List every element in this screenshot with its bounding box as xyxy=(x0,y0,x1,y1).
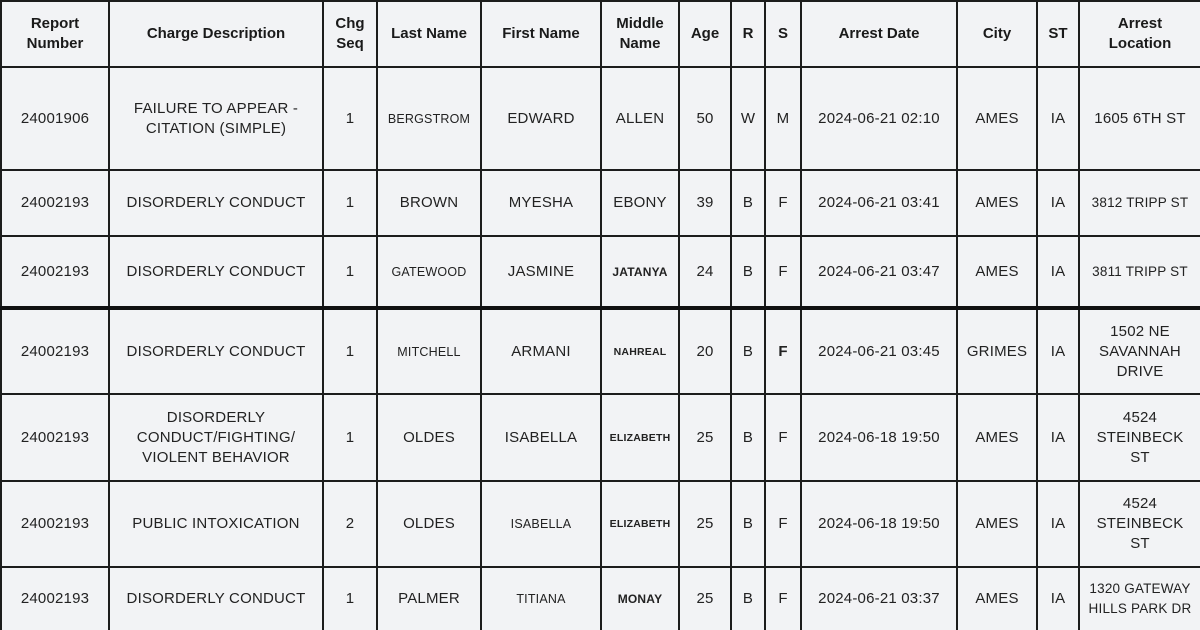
cell-report-number: 24001906 xyxy=(1,67,109,170)
cell-race: B xyxy=(731,236,765,308)
cell-arrest-location: 4524 STEINBECK ST xyxy=(1079,394,1200,481)
cell-middle-name: ALLEN xyxy=(601,67,679,170)
cell-race: B xyxy=(731,308,765,394)
cell-sex: F xyxy=(765,481,801,567)
cell-city: AMES xyxy=(957,67,1037,170)
table-row xyxy=(1,567,1200,630)
header-sex: S xyxy=(765,1,801,67)
cell-sex: F xyxy=(765,170,801,236)
cell-chg-seq: 1 xyxy=(323,170,377,236)
cell-arrest-date: 2024-06-21 02:10 xyxy=(801,67,957,170)
cell-age: 20 xyxy=(679,308,731,394)
cell-age: 24 xyxy=(679,236,731,308)
cell-sex: F xyxy=(765,236,801,308)
cell-sex: F xyxy=(765,308,801,394)
cell-race: B xyxy=(731,394,765,481)
cell-charge-description: DISORDERLY CONDUCT xyxy=(109,308,323,394)
table-row xyxy=(1,170,1200,236)
header-state: ST xyxy=(1037,1,1079,67)
cell-middle-name: EBONY xyxy=(601,170,679,236)
cell-race: B xyxy=(731,481,765,567)
cell-last-name: BERGSTROM xyxy=(377,67,481,170)
cell-sex: M xyxy=(765,67,801,170)
table-row xyxy=(1,236,1200,308)
cell-arrest-date: 2024-06-18 19:50 xyxy=(801,394,957,481)
cell-arrest-location: 1320 GATEWAY HILLS PARK DR xyxy=(1079,567,1200,630)
cell-state: IA xyxy=(1037,481,1079,567)
cell-chg-seq: 1 xyxy=(323,567,377,630)
cell-chg-seq: 1 xyxy=(323,308,377,394)
cell-chg-seq: 1 xyxy=(323,67,377,170)
cell-report-number: 24002193 xyxy=(1,308,109,394)
cell-state: IA xyxy=(1037,236,1079,308)
cell-arrest-date: 2024-06-21 03:45 xyxy=(801,308,957,394)
cell-arrest-location: 3812 TRIPP ST xyxy=(1079,170,1200,236)
cell-report-number: 24002193 xyxy=(1,567,109,630)
cell-report-number: 24002193 xyxy=(1,481,109,567)
cell-chg-seq: 1 xyxy=(323,236,377,308)
cell-arrest-date: 2024-06-21 03:37 xyxy=(801,567,957,630)
table-row xyxy=(1,67,1200,170)
cell-first-name: ARMANI xyxy=(481,308,601,394)
cell-arrest-date: 2024-06-21 03:47 xyxy=(801,236,957,308)
cell-middle-name: MONAY xyxy=(601,567,679,630)
cell-first-name: EDWARD xyxy=(481,67,601,170)
cell-last-name: PALMER xyxy=(377,567,481,630)
cell-city: GRIMES xyxy=(957,308,1037,394)
cell-age: 25 xyxy=(679,394,731,481)
cell-arrest-location: 4524 STEINBECK ST xyxy=(1079,481,1200,567)
cell-arrest-location: 1502 NE SAVANNAH DRIVE xyxy=(1079,308,1200,394)
cell-sex: F xyxy=(765,394,801,481)
cell-first-name: ISABELLA xyxy=(481,481,601,567)
cell-middle-name: JATANYA xyxy=(601,236,679,308)
cell-report-number: 24002193 xyxy=(1,170,109,236)
header-middle-name: Middle Name xyxy=(601,1,679,67)
table-row xyxy=(1,481,1200,567)
header-last-name: Last Name xyxy=(377,1,481,67)
header-age: Age xyxy=(679,1,731,67)
cell-state: IA xyxy=(1037,308,1079,394)
cell-city: AMES xyxy=(957,170,1037,236)
cell-middle-name: ELIZABETH xyxy=(601,481,679,567)
header-report-number: Report Number xyxy=(1,1,109,67)
cell-state: IA xyxy=(1037,394,1079,481)
cell-charge-description: DISORDERLY CONDUCT xyxy=(109,567,323,630)
cell-age: 25 xyxy=(679,567,731,630)
header-charge-description: Charge Description xyxy=(109,1,323,67)
cell-race: W xyxy=(731,67,765,170)
cell-chg-seq: 1 xyxy=(323,394,377,481)
header-race: R xyxy=(731,1,765,67)
cell-arrest-location: 3811 TRIPP ST xyxy=(1079,236,1200,308)
header-chg-seq: Chg Seq xyxy=(323,1,377,67)
cell-charge-description: PUBLIC INTOXICATION xyxy=(109,481,323,567)
cell-charge-description: DISORDERLY CONDUCT xyxy=(109,170,323,236)
cell-first-name: TITIANA xyxy=(481,567,601,630)
cell-first-name: ISABELLA xyxy=(481,394,601,481)
cell-city: AMES xyxy=(957,236,1037,308)
cell-race: B xyxy=(731,170,765,236)
cell-last-name: OLDES xyxy=(377,394,481,481)
cell-race: B xyxy=(731,567,765,630)
header-row xyxy=(1,1,1200,67)
header-arrest-date: Arrest Date xyxy=(801,1,957,67)
header-arrest-location: Arrest Location xyxy=(1079,1,1200,67)
cell-first-name: JASMINE xyxy=(481,236,601,308)
cell-chg-seq: 2 xyxy=(323,481,377,567)
cell-charge-description: FAILURE TO APPEAR - CITATION (SIMPLE) xyxy=(109,67,323,170)
cell-arrest-location: 1605 6TH ST xyxy=(1079,67,1200,170)
cell-report-number: 24002193 xyxy=(1,236,109,308)
cell-last-name: MITCHELL xyxy=(377,308,481,394)
table-row xyxy=(1,308,1200,394)
cell-last-name: BROWN xyxy=(377,170,481,236)
cell-charge-description: DISORDERLY CONDUCT xyxy=(109,236,323,308)
cell-city: AMES xyxy=(957,394,1037,481)
cell-age: 39 xyxy=(679,170,731,236)
header-first-name: First Name xyxy=(481,1,601,67)
cell-middle-name: NAHREAL xyxy=(601,308,679,394)
cell-state: IA xyxy=(1037,67,1079,170)
cell-city: AMES xyxy=(957,567,1037,630)
cell-middle-name: ELIZABETH xyxy=(601,394,679,481)
header-city: City xyxy=(957,1,1037,67)
cell-last-name: OLDES xyxy=(377,481,481,567)
cell-age: 50 xyxy=(679,67,731,170)
cell-first-name: MYESHA xyxy=(481,170,601,236)
cell-age: 25 xyxy=(679,481,731,567)
cell-sex: F xyxy=(765,567,801,630)
table-row xyxy=(1,394,1200,481)
cell-state: IA xyxy=(1037,170,1079,236)
cell-last-name: GATEWOOD xyxy=(377,236,481,308)
cell-charge-description: DISORDERLY CONDUCT/FIGHTING/ VIOLENT BEHAVIOR xyxy=(109,394,323,481)
cell-report-number: 24002193 xyxy=(1,394,109,481)
cell-state: IA xyxy=(1037,567,1079,630)
cell-arrest-date: 2024-06-21 03:41 xyxy=(801,170,957,236)
cell-arrest-date: 2024-06-18 19:50 xyxy=(801,481,957,567)
cell-city: AMES xyxy=(957,481,1037,567)
